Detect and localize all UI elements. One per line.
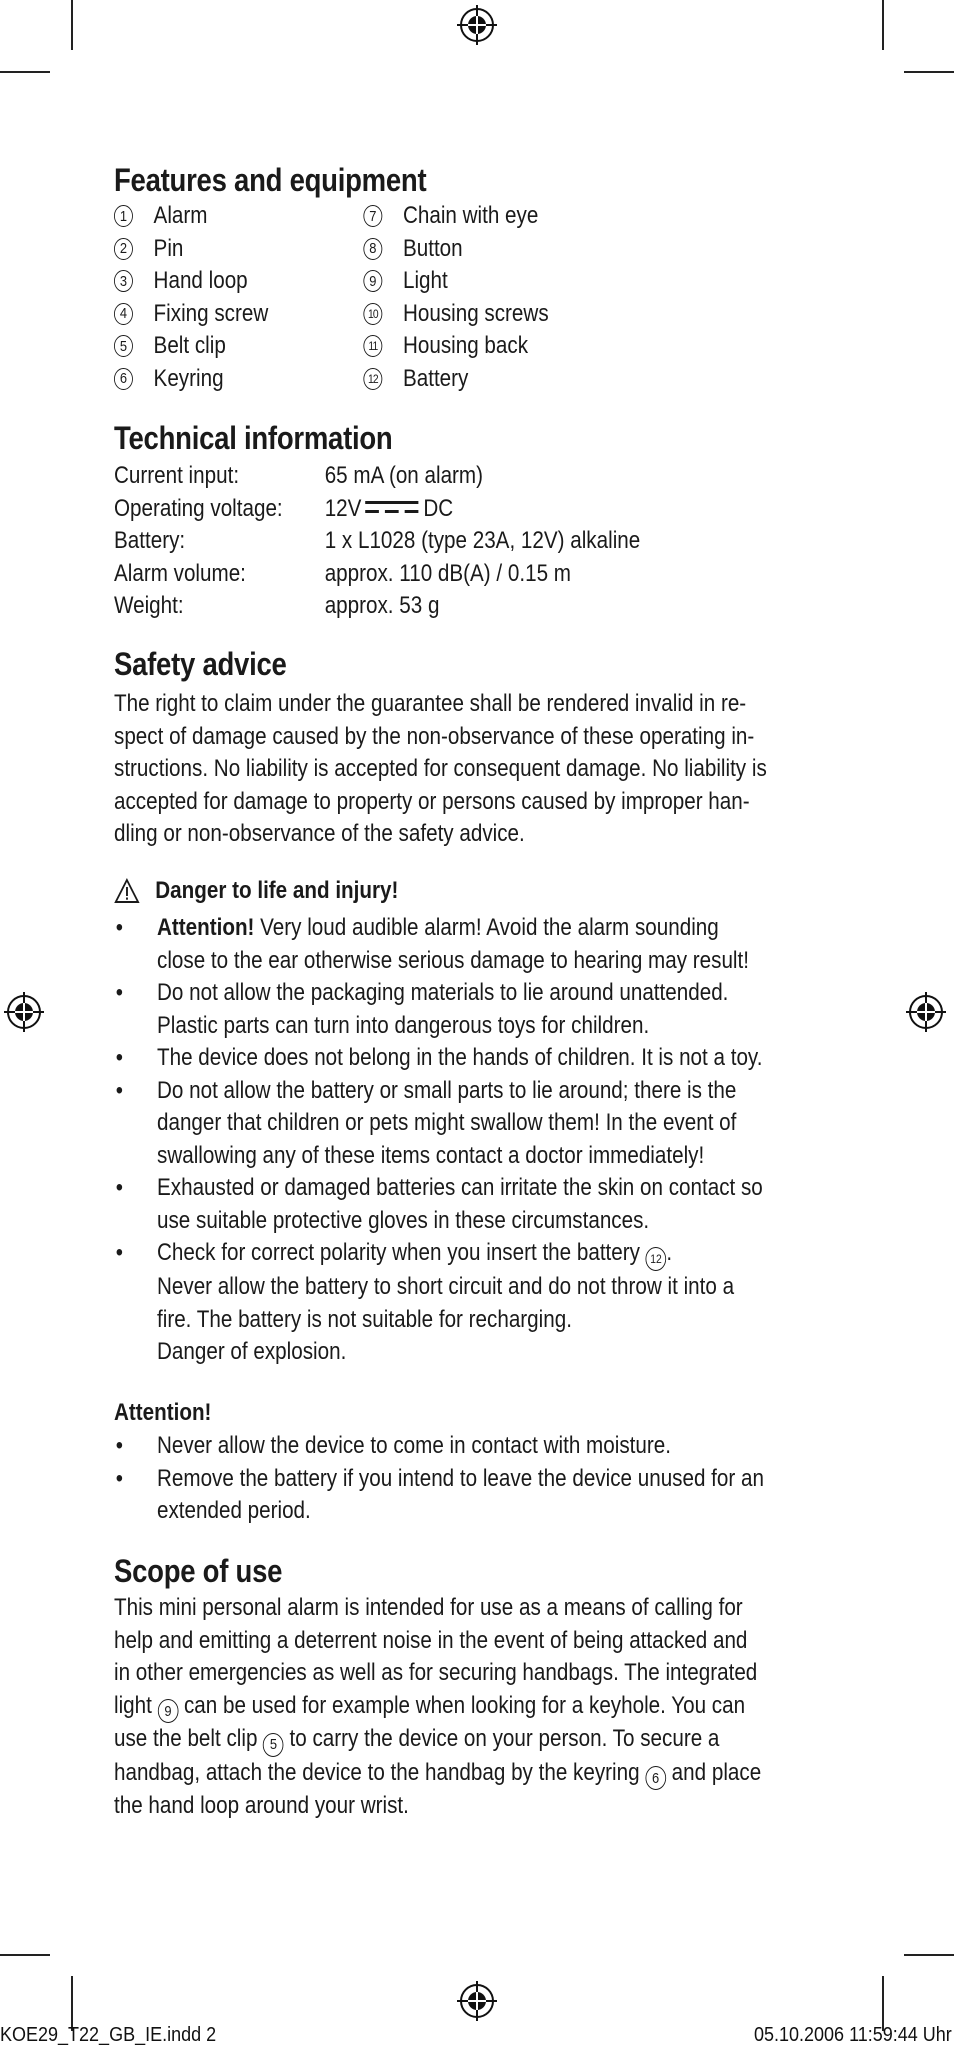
file-slug: KOE29_T22_GB_IE.indd 2 — [0, 2024, 217, 2046]
list-item — [363, 363, 612, 396]
item-label: Button — [402, 234, 463, 262]
text-line: Do not allow the packaging materials to lie around unattended. — [157, 979, 729, 1006]
table-row — [114, 460, 640, 493]
list-item — [114, 1237, 763, 1369]
list-item — [114, 298, 363, 331]
item-number-badge: 3 — [114, 270, 133, 292]
item-number-badge: 2 — [114, 238, 133, 260]
text-line: use suitable protective gloves in these circumstances. — [157, 1206, 650, 1234]
text-line: dling or non-observance of the safety advice. — [114, 820, 525, 847]
list-item — [363, 200, 612, 233]
item-label: Hand loop — [153, 267, 248, 294]
crop-mark — [904, 71, 954, 73]
item-label: Pin — [153, 234, 184, 262]
spec-label: Battery: — [114, 527, 186, 554]
item-label: Alarm — [153, 202, 208, 229]
item-number-badge: 11 — [363, 335, 382, 357]
item-number-badge: 12 — [363, 368, 382, 390]
bullet-icon: • — [115, 979, 123, 1006]
text-line: close to the ear otherwise serious damage to hearing may result! — [157, 946, 749, 974]
text-line: structions. No liability is accepted for consequent damage. No liability is — [114, 755, 767, 782]
danger-heading: Danger to life and injury! — [155, 877, 399, 904]
text-line: The device does not belong in the hands of children. It is not a toy. — [157, 1044, 763, 1071]
scope-paragraph: This mini personal alarm is intended for use as a means of calling for help and emitting a deterrent noise in the event of being attacked and in other emergencies as well as for securing handbags. The integrated light 9 can be used for example when looking for a keyhole. You can use the belt clip 5 to carry the device on your person. To secure a handbag, attach the device to the handbag by the keyring 6 and place the hand loop around your wrist. — [114, 1592, 761, 1823]
text-line: extended period. — [157, 1497, 311, 1524]
attention-bullet-list — [114, 1430, 764, 1528]
list-item — [363, 330, 612, 363]
table-row — [114, 590, 640, 623]
item-number-badge: 1 — [114, 205, 133, 227]
list-item — [114, 1463, 764, 1528]
bullet-icon: • — [115, 1174, 123, 1201]
spec-value: approx. 53 g — [324, 592, 440, 619]
bullet-icon: • — [115, 914, 123, 941]
list-item — [114, 1430, 764, 1463]
crop-mark — [0, 71, 50, 73]
crop-mark — [904, 1954, 954, 1956]
text-line: danger that children or pets might swallow them! In the event of — [157, 1109, 737, 1136]
text-line: Do not allow the battery or small parts to lie around; there is the — [157, 1076, 737, 1104]
item-label: Fixing screw — [153, 299, 269, 327]
item-number-badge: 8 — [363, 238, 382, 260]
crop-mark — [0, 1954, 50, 1956]
text-line: Never allow the device to come in contact with moisture. — [157, 1432, 671, 1459]
item-number-badge: 9 — [363, 270, 382, 292]
text-line: fire. The battery is not suitable for recharging. — [157, 1305, 572, 1333]
text-line: Danger of explosion. — [157, 1338, 347, 1365]
list-item — [363, 233, 612, 266]
spec-value: 1 x L1028 (type 23A, 12V) alkaline — [324, 527, 641, 554]
scope-heading: Scope of use — [114, 1553, 283, 1589]
table-row — [114, 493, 640, 526]
spec-label: Weight: — [114, 592, 184, 619]
item-number-badge: 6 — [114, 368, 133, 390]
item-number-badge: 9 — [158, 1699, 179, 1723]
text-line: . — [666, 1239, 673, 1266]
list-item — [114, 233, 363, 266]
registration-mark-icon — [4, 992, 44, 1032]
item-label: Chain with eye — [402, 202, 539, 229]
spec-label: Current input: — [114, 462, 240, 489]
danger-bullet-list — [114, 912, 763, 1369]
date-slug: 05.10.2006 11:59:44 Uhr — [754, 2024, 952, 2046]
text-line: Exhausted or damaged batteries can irritate the skin on contact so — [157, 1174, 763, 1201]
spec-value: 12V DC — [324, 494, 454, 522]
features-heading: Features and equipment — [114, 162, 427, 198]
bullet-icon: • — [115, 1239, 123, 1266]
table-row — [114, 525, 640, 558]
text-line: the hand loop around your wrist. — [114, 1792, 409, 1819]
item-number-badge: 4 — [114, 303, 133, 325]
registration-mark-icon — [457, 1981, 497, 2021]
text-line: help and emitting a deterrent noise in the event of being attacked and — [114, 1626, 748, 1654]
safety-intro-paragraph — [114, 688, 767, 851]
text-line: spect of damage caused by the non-observance of these operating in- — [114, 722, 755, 750]
warning-triangle-icon — [114, 878, 140, 904]
item-number-badge: 10 — [363, 303, 382, 325]
crop-mark — [71, 0, 73, 50]
danger-warning — [114, 875, 398, 908]
crop-mark — [71, 1976, 73, 2031]
text-line: Attention! — [114, 1399, 212, 1426]
item-number-badge: 7 — [363, 205, 382, 227]
spec-value: 65 mA (on alarm) — [324, 462, 484, 489]
item-number-badge: 6 — [645, 1766, 666, 1790]
item-label: Battery — [402, 364, 469, 392]
list-item — [114, 977, 763, 1042]
registration-mark-icon — [457, 5, 497, 45]
list-item — [114, 912, 763, 977]
text-line: The right to claim under the guarantee shall be rendered invalid in re- — [114, 690, 747, 717]
item-label: Housing screws — [402, 299, 549, 327]
bullet-icon: • — [115, 1044, 123, 1071]
table-row — [114, 558, 640, 591]
dc-symbol-icon — [365, 499, 418, 515]
text-line: This mini personal alarm is intended for use as a means of calling for — [114, 1594, 743, 1621]
list-item — [363, 298, 612, 331]
technical-table — [114, 460, 640, 623]
bullet-icon: • — [115, 1076, 123, 1104]
list-item — [114, 330, 363, 363]
text-line: swallowing any of these items contact a doctor immediately! — [157, 1141, 705, 1169]
item-number-badge: 12 — [646, 1247, 667, 1271]
list-item — [114, 1172, 763, 1237]
text-line: in other emergencies as well as for securing handbags. The integrated — [114, 1659, 758, 1686]
item-number-badge: 5 — [263, 1733, 284, 1757]
technical-heading: Technical information — [114, 420, 393, 456]
item-number-badge: 5 — [114, 335, 133, 357]
item-label: Housing back — [402, 332, 529, 359]
spec-value: approx. 110 dB(A) / 0.15 m — [324, 559, 571, 587]
bullet-icon: • — [115, 1432, 123, 1459]
list-item — [114, 1042, 763, 1075]
safety-heading: Safety advice — [114, 646, 287, 682]
attention-heading — [114, 1397, 211, 1430]
text-line: Never allow the battery to short circuit and do not throw it into a — [157, 1273, 735, 1300]
features-list — [114, 200, 768, 395]
list-item — [114, 1075, 763, 1173]
crop-mark — [882, 0, 884, 50]
text-line: accepted for damage to property or persons caused by improper han- — [114, 787, 750, 815]
list-item — [114, 265, 363, 298]
item-label: Light — [402, 267, 448, 294]
bullet-icon: • — [115, 1464, 123, 1492]
spec-label: Alarm volume: — [114, 559, 246, 587]
list-item — [363, 265, 612, 298]
text-line: Plastic parts can turn into dangerous toys for children. — [157, 1011, 650, 1039]
text-line: Check for correct polarity when you insert the battery — [157, 1239, 646, 1266]
registration-mark-icon — [906, 992, 946, 1032]
list-item — [114, 200, 363, 233]
item-label: Belt clip — [153, 332, 226, 359]
crop-mark — [882, 1976, 884, 2031]
attention-label: Attention! — [157, 914, 255, 941]
item-label: Keyring — [153, 364, 224, 392]
text-line: Remove the battery if you intend to leave the device unused for an — [157, 1464, 764, 1492]
text-line: Very loud audible alarm! Avoid the alarm sounding — [254, 914, 719, 941]
spec-label: Operating voltage: — [114, 494, 283, 522]
list-item — [114, 363, 363, 396]
